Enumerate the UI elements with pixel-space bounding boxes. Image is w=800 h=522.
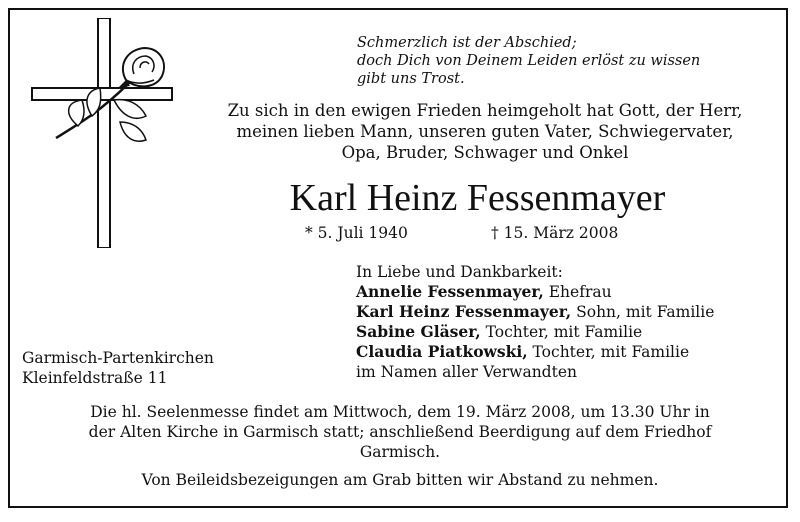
- list-item: [356, 302, 786, 322]
- announcement-line: meinen lieben Mann, unseren guten Vater, Schwiegervater,: [236, 122, 734, 141]
- service-line: der Alten Kirche in Garmisch statt; anschließend Beerdigung auf dem Friedhof: [88, 423, 712, 441]
- announcement-line: Opa, Bruder, Schwager und Onkel: [341, 143, 629, 162]
- mourner-name: Claudia Piatkowski,: [356, 342, 528, 361]
- birth-date: * 5. Juli 1940: [305, 224, 408, 242]
- mourner-relation: Sohn, mit Familie: [571, 303, 715, 321]
- list-item: [356, 322, 786, 342]
- announcement: [175, 100, 795, 163]
- mourners-intro: In Liebe und Dankbarkeit:: [356, 263, 563, 281]
- mourner-relation: Ehefrau: [543, 283, 612, 301]
- announcement-line: Zu sich in den ewigen Frieden heimgeholt hat Gott, der Herr,: [227, 101, 743, 120]
- mourner-relation: Tochter, mit Familie: [480, 323, 643, 341]
- mourners-outro: im Namen aller Verwandten: [356, 363, 577, 381]
- list-item: [356, 342, 786, 362]
- verse-line: Schmerzlich ist der Abschied;: [357, 35, 577, 51]
- closing-note: Von Beileidsbezeigungen am Grab bitten wir Abstand zu nehmen.: [141, 471, 659, 489]
- family-address: [22, 348, 342, 388]
- service-line: Die hl. Seelenmesse findet am Mittwoch, dem 19. März 2008, um 13.30 Uhr in: [90, 403, 710, 421]
- mourner-name: Sabine Gläser,: [356, 322, 481, 341]
- funeral-service-info: [20, 402, 780, 462]
- memorial-verse: [357, 34, 767, 88]
- service-line: Garmisch.: [359, 443, 441, 461]
- verse-line: gibt uns Trost.: [357, 71, 465, 87]
- death-date: † 15. März 2008: [491, 224, 619, 242]
- address-line: Kleinfeldstraße 11: [22, 369, 168, 387]
- mourner-name: Karl Heinz Fessenmayer,: [356, 302, 572, 321]
- mourners-list: [356, 262, 786, 382]
- mourner-relation: Tochter, mit Familie: [527, 343, 690, 361]
- address-line: Garmisch-Partenkirchen: [22, 349, 214, 367]
- cross-with-rose-icon: [22, 18, 192, 248]
- list-item: [356, 282, 786, 302]
- mourner-name: Annelie Fessenmayer,: [356, 282, 544, 301]
- verse-line: doch Dich von Deinem Leiden erlöst zu wissen: [357, 53, 701, 69]
- deceased-name: Karl Heinz Fessenmayer: [289, 177, 666, 219]
